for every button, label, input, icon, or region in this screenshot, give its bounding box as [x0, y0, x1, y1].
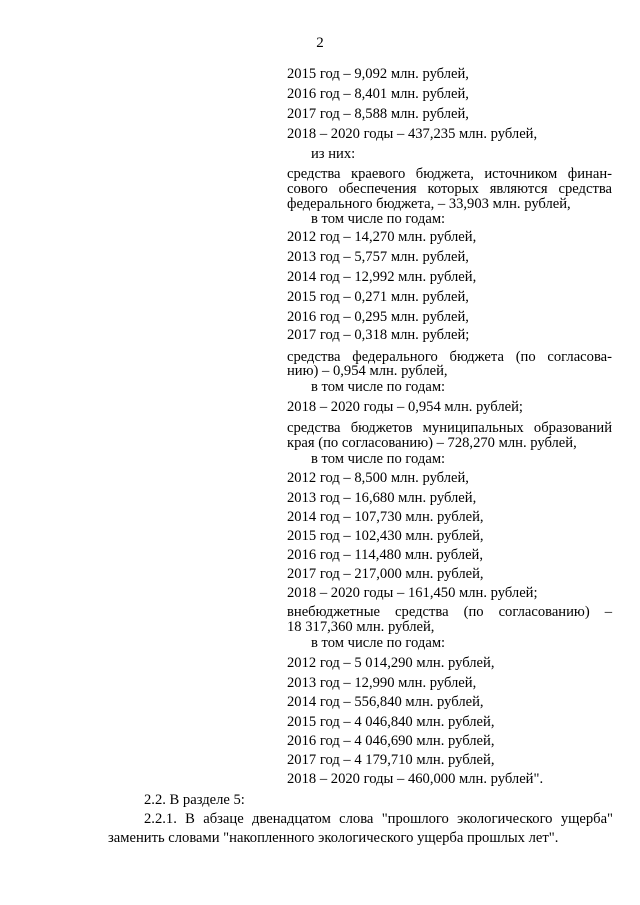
funding-line: 2015 год – 4 046,840 млн. рублей,	[287, 714, 495, 730]
iz-nih-heading: из них:	[311, 146, 356, 162]
funding-line: 2012 год – 5 014,290 млн. рублей,	[287, 655, 495, 671]
funding-line: 2017 год – 8,588 млн. рублей,	[287, 106, 469, 122]
funding-line: 2018 – 2020 годы – 0,954 млн. рублей;	[287, 399, 523, 415]
by-year-heading: в том числе по годам:	[311, 211, 446, 227]
amendment-line: заменить словами "накопленного экологического ущерба прошлых лет".	[108, 830, 559, 846]
paragraph-line: средства федерального бюджета (по согласова-	[287, 349, 612, 365]
paragraph-line: средства краевого бюджета, источником финан-	[287, 166, 612, 182]
funding-line: 2015 год – 0,271 млн. рублей,	[287, 289, 469, 305]
paragraph-line: края (по согласованию) – 728,270 млн. рублей,	[287, 435, 577, 451]
funding-line: 2018 – 2020 годы – 161,450 млн. рублей;	[287, 585, 538, 601]
paragraph-line: средства бюджетов муниципальных образований	[287, 420, 612, 436]
amendment-line: 2.2.1. В абзаце двенадцатом слова "прошлого экологического ущерба"	[144, 811, 613, 827]
funding-line: 2013 год – 5,757 млн. рублей,	[287, 249, 469, 265]
funding-line: 2013 год – 12,990 млн. рублей,	[287, 675, 477, 691]
section-heading: 2.2. В разделе 5:	[144, 792, 245, 808]
funding-line: 2017 год – 0,318 млн. рублей;	[287, 327, 470, 343]
funding-line: 2017 год – 4 179,710 млн. рублей,	[287, 752, 495, 768]
paragraph-line: сового обеспечения которых являются средства	[287, 181, 612, 197]
paragraph-line: федерального бюджета, – 33,903 млн. рублей,	[287, 196, 571, 212]
paragraph-line: нию) – 0,954 млн. рублей,	[287, 363, 448, 379]
funding-line: 2014 год – 12,992 млн. рублей,	[287, 269, 477, 285]
funding-line: 2018 – 2020 годы – 460,000 млн. рублей".	[287, 771, 544, 787]
funding-line: 2016 год – 8,401 млн. рублей,	[287, 86, 469, 102]
funding-line: 2016 год – 114,480 млн. рублей,	[287, 547, 484, 563]
paragraph-line: внебюджетные средства (по согласованию) –	[287, 604, 612, 620]
funding-line: 2014 год – 556,840 млн. рублей,	[287, 694, 484, 710]
funding-line: 2012 год – 8,500 млн. рублей,	[287, 470, 469, 486]
by-year-heading: в том числе по годам:	[311, 451, 446, 467]
funding-line: 2015 год – 102,430 млн. рублей,	[287, 528, 484, 544]
by-year-heading: в том числе по годам:	[311, 379, 446, 395]
funding-line: 2016 год – 4 046,690 млн. рублей,	[287, 733, 495, 749]
funding-line: 2015 год – 9,092 млн. рублей,	[287, 66, 469, 82]
page-number: 2	[316, 35, 324, 51]
funding-line: 2014 год – 107,730 млн. рублей,	[287, 509, 484, 525]
funding-line: 2012 год – 14,270 млн. рублей,	[287, 229, 477, 245]
funding-line: 2018 – 2020 годы – 437,235 млн. рублей,	[287, 126, 538, 142]
funding-line: 2016 год – 0,295 млн. рублей,	[287, 309, 469, 325]
paragraph-line: 18 317,360 млн. рублей,	[287, 619, 435, 635]
funding-line: 2017 год – 217,000 млн. рублей,	[287, 566, 484, 582]
by-year-heading: в том числе по годам:	[311, 635, 446, 651]
funding-line: 2013 год – 16,680 млн. рублей,	[287, 490, 477, 506]
